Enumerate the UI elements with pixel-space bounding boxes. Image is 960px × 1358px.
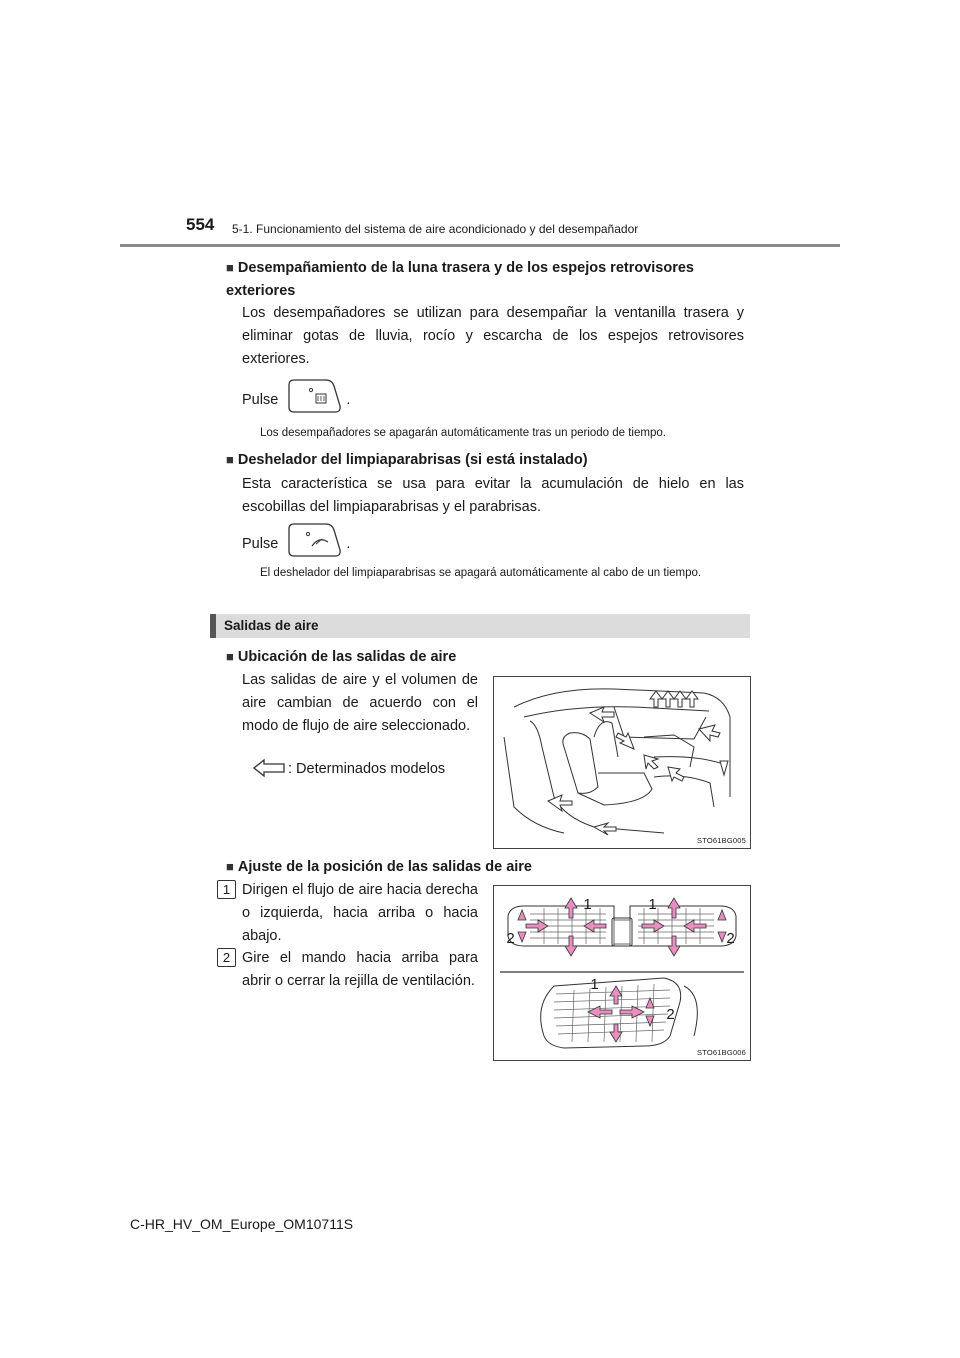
legend-row [252, 757, 492, 783]
step-1-text: Dirigen el flujo de aire hacia derecha o izquierda, hacia arriba o hacia abajo. [242, 882, 478, 944]
header-title: 5-1. Funcionamiento del sistema de aire acondicionado y del desempañador [232, 222, 639, 236]
vent-adjust-figure [493, 885, 751, 1061]
legend-text: : Determinados modelos [288, 761, 446, 777]
wiper-deicer-button-icon [286, 522, 342, 566]
rear-defog-body: Los desempañadores se utilizan para desempañar la ventanilla trasera y eliminar gotas de lluvia, rocío y escarcha de los espejos retrovisores exteriores. [242, 305, 744, 367]
press-label: Pulse [242, 391, 279, 408]
interior-illustration [494, 677, 750, 848]
vent-illustration [494, 886, 750, 1060]
callout-number: 1 [590, 976, 599, 993]
callout-number: 2 [666, 1006, 675, 1023]
step-2-text: Gire el mando hacia arriba para abrir o cerrar la rejilla de ventilación. [242, 950, 478, 989]
rear-defog-note: Los desempañadores se apagarán automáticamente tras un periodo de tiempo. [260, 427, 666, 439]
wiper-deicer-press-row [242, 522, 542, 562]
outlet-adjust-title: ■ Ajuste de la posición de las salidas de aire [226, 859, 533, 875]
bullet-square-icon: ■ [226, 649, 234, 664]
section-accent [210, 614, 216, 638]
rear-defog-title: ■ Desempañamiento de la luna trasera y de los espejos retrovisores exteriores [226, 260, 694, 299]
section-title: Salidas de aire [224, 618, 319, 633]
press-suffix: . [346, 391, 351, 408]
outlet-location-body: Las salidas de aire y el volumen de aire cambian de acuerdo con el modo de flujo de aire seleccionado. [242, 672, 478, 734]
outlet-location-title: ■ Ubicación de las salidas de aire [226, 649, 457, 665]
interior-outlets-figure [493, 676, 751, 849]
rear-defog-press-row [242, 378, 542, 418]
wiper-deicer-body: Esta característica se usa para evitar la acumulación de hielo en las escobillas del limpiaparabrisas y el parabrisas. [242, 476, 744, 515]
callout-number: 2 [726, 930, 735, 947]
bullet-square-icon: ■ [226, 452, 234, 467]
rear-defogger-button-icon [286, 378, 342, 422]
step-number-badge: 1 [217, 880, 236, 899]
wiper-deicer-note: El deshelador del limpiaparabrisas se apagará automáticamente al cabo de un tiempo. [260, 567, 702, 579]
optional-outlet-arrow-icon [252, 757, 286, 784]
figure-code: STO61BG005 [697, 836, 746, 845]
press-label: Pulse [242, 535, 279, 552]
callout-number: 2 [506, 930, 515, 947]
press-suffix: . [346, 535, 351, 552]
callout-number: 1 [583, 896, 592, 913]
step-number-badge: 2 [217, 948, 236, 967]
page-number: 554 [186, 215, 215, 234]
footer-doc-id: C-HR_HV_OM_Europe_OM10711S [130, 1216, 354, 1232]
section-header [210, 614, 750, 638]
bullet-square-icon: ■ [226, 260, 234, 275]
wiper-deicer-title: ■ Deshelador del limpiaparabrisas (si está instalado) [226, 452, 588, 468]
callout-number: 1 [648, 896, 657, 913]
bullet-square-icon: ■ [226, 859, 234, 874]
figure-code: STO61BG006 [697, 1048, 746, 1057]
header-rule [120, 244, 840, 247]
